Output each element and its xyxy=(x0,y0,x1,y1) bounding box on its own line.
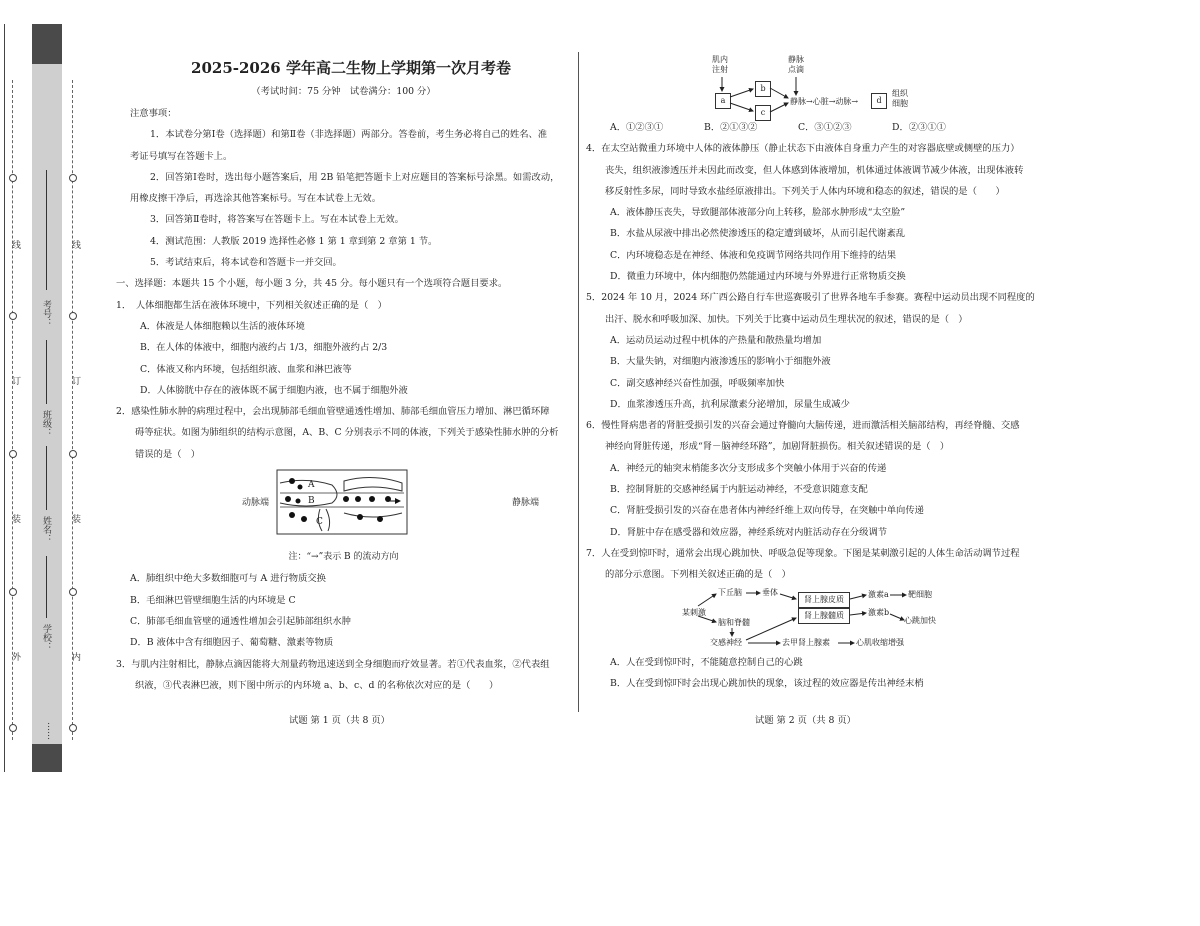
name-field[interactable] xyxy=(46,446,47,510)
option: D．人体膀胱中存在的液体既不属于细胞内液，也不属于细胞外液 xyxy=(140,384,408,396)
page-footer: 试题 第 2 页（共 8 页） xyxy=(755,715,856,726)
page-divider xyxy=(578,52,579,712)
school-field[interactable] xyxy=(46,556,47,618)
question-3-stem: 织液，③代表淋巴液，则下图中所示的内环境 a、b、c、d 的名称依次对应的是（ ） xyxy=(135,679,499,691)
page-2 xyxy=(586,55,1056,694)
cut-circle xyxy=(9,312,17,320)
question-6-stem: 6．慢性肾病患者的肾脏受损引发的兴奋会通过脊髓向大脑传递，进而激活相关脑部结构，再经脊髓、交感 xyxy=(586,420,1020,432)
strip-word: 内 xyxy=(70,652,80,661)
flow-text: 静脉→心脏→动脉→ xyxy=(790,97,859,106)
fluid-b-label: B xyxy=(308,496,315,507)
option: A．体液是人体细胞赖以生活的液体环境 xyxy=(140,320,305,332)
class-label: 班级： xyxy=(41,410,51,437)
target-cell-label: 靶细胞 xyxy=(908,589,932,599)
school-label: 学校： xyxy=(41,624,51,651)
pituitary-label: 垂体 xyxy=(762,587,778,597)
notice-line: 3．回答第Ⅱ卷时，将答案写在答题卡上。写在本试卷上无效。 xyxy=(150,214,404,226)
flow-arrows xyxy=(586,55,926,121)
exam-subtitle: （考试时间：75 分钟 试卷满分：100 分） xyxy=(251,86,436,97)
box-a: a xyxy=(715,93,731,109)
option: A．运动员运动过程中机体的产热量和散热量均增加 xyxy=(610,334,822,346)
stress-regulation-diagram xyxy=(586,586,1056,652)
hormone-b-label: 激素b xyxy=(868,607,890,617)
strip-word: 线 xyxy=(10,240,20,249)
option: D．微重力环境中，体内细胞仍然能通过内环境与外界进行正常物质交换 xyxy=(610,271,906,283)
adrenal-cortex-box: 肾上腺皮质 xyxy=(798,592,850,608)
question-5-stem: 出汗、脱水和呼吸加深、加快。下列关于比赛中运动员生理状况的叙述，错误的是（ ） xyxy=(605,313,968,325)
brain-spinal-label: 脑和脊髓 xyxy=(718,617,750,627)
exam-title: 2025-2026 学年高二生物上学期第一次月考卷 xyxy=(191,59,511,77)
lung-tissue-diagram xyxy=(276,469,408,535)
option: A．①②③① xyxy=(610,122,664,133)
strip-word: 装 xyxy=(70,514,80,523)
box-c: c xyxy=(755,105,771,121)
option: C．肺部毛细血管壁的通透性增加会引起肺部组织水肿 xyxy=(130,615,351,627)
option: B．②①③② xyxy=(704,122,758,133)
notice-line: 5．考试结束后，将本试卷和答题卡一并交回。 xyxy=(150,257,342,269)
myocardial-contraction-label: 心肌收缩增强 xyxy=(856,637,904,647)
question-7-stem: 7．人在受到惊吓时，通常会出现心跳加快、呼吸急促等现象。下图是某刺激引起的人体生命活动调节过程 xyxy=(586,547,1020,559)
cut-circle xyxy=(69,450,77,458)
option: C．内环境稳态是在神经、体液和免疫调节网络共同作用下维持的结果 xyxy=(610,249,897,261)
question-4-stem: 4．在太空站微重力环境中人体的液体静压（静止状态下由液体自身重力产生的对容器底壁或侧壁的压力） xyxy=(586,143,1020,155)
cut-circle xyxy=(9,724,17,732)
option: A．液体静压丧失，导致腿部体液部分向上转移，脸部水肿形成“太空脸” xyxy=(610,207,906,219)
regulation-arrows xyxy=(586,586,946,652)
question-5-stem: 5．2024 年 10 月，2024 环广西公路自行车世巡赛吸引了世界各地车手参赛。赛程中运动员出现不同程度的 xyxy=(586,292,1035,304)
stimulus-label: 某刺激 xyxy=(682,607,706,617)
binding-strip-top xyxy=(32,24,62,64)
box-b: b xyxy=(755,81,771,97)
option: B．毛细淋巴管壁细胞生活的内环境是 C xyxy=(130,594,296,606)
notice-line: 2．回答第Ⅰ卷时，选出每小题答案后，用 2B 铅笔把答题卡上对应题目的答案标号涂黑。如需改动， xyxy=(150,171,560,183)
heart-rate-label: 心跳加快 xyxy=(904,615,936,625)
section-heading: 一、选择题：本题共 15 个小题，每小题 3 分，共 45 分。每小题只有一个选项符合题目要求。 xyxy=(116,278,508,290)
class-field[interactable] xyxy=(46,340,47,404)
iv-drip-label: 静脉 点滴 xyxy=(788,55,804,74)
option: D．B 液体中含有细胞因子、葡萄糖、激素等物质 xyxy=(130,637,334,649)
venous-end-label: 静脉端 xyxy=(512,498,540,509)
option: C．③①②③ xyxy=(798,122,852,133)
norepinephrine-label: 去甲肾上腺素 xyxy=(782,637,830,647)
strip-word: 订 xyxy=(70,376,80,385)
question-6-stem: 神经向肾脏传递，形成“肾－脑神经环路”，加剧肾脏损伤。相关叙述错误的是（ ） xyxy=(605,441,950,453)
question-7-stem: 的部分示意图。下列相关叙述正确的是（ ） xyxy=(605,569,791,581)
box-d: d xyxy=(871,93,887,109)
question-1-stem: 1． 人体细胞都生活在液体环境中，下列相关叙述正确的是（ ） xyxy=(116,299,387,311)
notice-line: 考证号填写在答题卡上。 xyxy=(130,150,233,162)
name-label: 姓名： xyxy=(41,516,51,543)
arterial-end-label: 动脉端 xyxy=(242,498,270,509)
cut-circle xyxy=(9,588,17,596)
notice-line: 用橡皮擦干净后，再选涂其他答案标号。写在本试卷上无效。 xyxy=(130,193,382,205)
strip-word: 订 xyxy=(10,376,20,385)
tissue-cell-label: 组织 细胞 xyxy=(892,89,908,108)
question-2-stem: 错误的是（ ） xyxy=(135,448,201,460)
option: A．肺组织中绝大多数细胞可与 A 进行物质交换 xyxy=(130,573,326,585)
option: D．肾脏中存在感受器和效应器，神经系统对内脏活动存在分级调节 xyxy=(610,526,888,538)
cut-circle xyxy=(69,588,77,596)
exam-number-field[interactable] xyxy=(46,170,47,290)
hormone-a-label: 激素a xyxy=(868,589,889,599)
figure-caption: 注：“→”表示 B 的流动方向 xyxy=(288,552,399,563)
question-4-stem: 丧失，组织液渗透压并未因此而改变，但人体感到体液增加，机体通过体液调节减少体液，出现体液转 xyxy=(605,164,1024,176)
cut-circle xyxy=(69,174,77,182)
page-1 xyxy=(116,55,571,696)
option: C．体液又称内环境，包括组织液、血浆和淋巴液等 xyxy=(140,363,352,375)
strip-ellipsis: …… xyxy=(45,722,55,740)
lung-tissue-figure xyxy=(226,465,571,547)
binding-strip-bottom xyxy=(32,744,62,772)
question-4-stem: 移反射性多尿，同时导致水盐经原液排出。下列关于人体内环境和稳态的叙述，错误的是（ ） xyxy=(605,185,1005,197)
page-footer: 试题 第 1 页（共 8 页） xyxy=(289,715,390,726)
option: D．②③①① xyxy=(892,122,946,133)
question-2-stem: 2．感染性肺水肿的病理过程中，会出现肺部毛细血管壁通透性增加、肺部毛细血管压力增加、淋巴循环障 xyxy=(116,406,550,418)
im-injection-label: 肌内 注射 xyxy=(712,55,728,74)
cut-circle xyxy=(69,724,77,732)
option: D．血浆渗透压升高，抗利尿激素分泌增加，尿量生成减少 xyxy=(610,398,850,410)
notice-heading: 注意事项： xyxy=(130,108,177,119)
fluid-c-label: C xyxy=(316,517,323,528)
question-3-stem: 3．与肌内注射相比，静脉点滴因能将大剂量药物迅速送到全身细胞而疗效显著。若①代表血浆，②代表组 xyxy=(116,658,550,670)
cut-circle xyxy=(69,312,77,320)
strip-word: 外 xyxy=(10,652,20,661)
question-2-stem: 碍等症状。如图为肺组织的结构示意图，A、B、C 分别表示不同的体液，下列关于感染性肺水肿的分析 xyxy=(135,427,559,439)
strip-word: 线 xyxy=(70,240,80,249)
notice-line: 1．本试卷分第Ⅰ卷（选择题）和第Ⅱ卷（非选择题）两部分。答卷前，考生务必将自己的姓名、准 xyxy=(150,129,548,141)
option: B．大量失钠，对细胞内液渗透压的影响小于细胞外液 xyxy=(610,356,831,368)
notice-line: 4．测试范围：人教版 2019 选择性必修 1 第 1 章到第 2 章第 1 节。 xyxy=(150,235,438,247)
cut-circle xyxy=(9,174,17,182)
fluid-a-label: A xyxy=(308,480,315,491)
hypothalamus-label: 下丘脑 xyxy=(718,587,742,597)
exam-number-label: 考号： xyxy=(41,300,51,327)
cut-circle xyxy=(9,450,17,458)
option: A．人在受到惊吓时，不能随意控制自己的心跳 xyxy=(610,656,803,668)
option: B．水盐从尿液中排出必然使渗透压的稳定遭到破坏，从而引起代谢紊乱 xyxy=(610,228,906,240)
option: B．在人体的体液中，细胞内液约占 1/3，细胞外液约占 2/3 xyxy=(140,342,388,354)
option: C．肾脏受损引发的兴奋在患者体内神经纤维上双向传导，在突触中单向传递 xyxy=(610,505,924,517)
strip-word: 装 xyxy=(10,514,20,523)
sympathetic-label: 交感神经 xyxy=(710,637,742,647)
option: B．控制肾脏的交感神经属于内脏运动神经，不受意识随意支配 xyxy=(610,484,868,496)
option: C．副交感神经兴奋性加强，呼吸频率加快 xyxy=(610,377,785,389)
option: B．人在受到惊吓时会出现心跳加快的现象，该过程的效应器是传出神经末梢 xyxy=(610,677,924,689)
option: A．神经元的轴突末梢能多次分支形成多个突触小体用于兴奋的传递 xyxy=(610,462,887,474)
injection-flow-diagram xyxy=(586,55,1056,117)
adrenal-medulla-box: 肾上腺髓质 xyxy=(798,608,850,624)
